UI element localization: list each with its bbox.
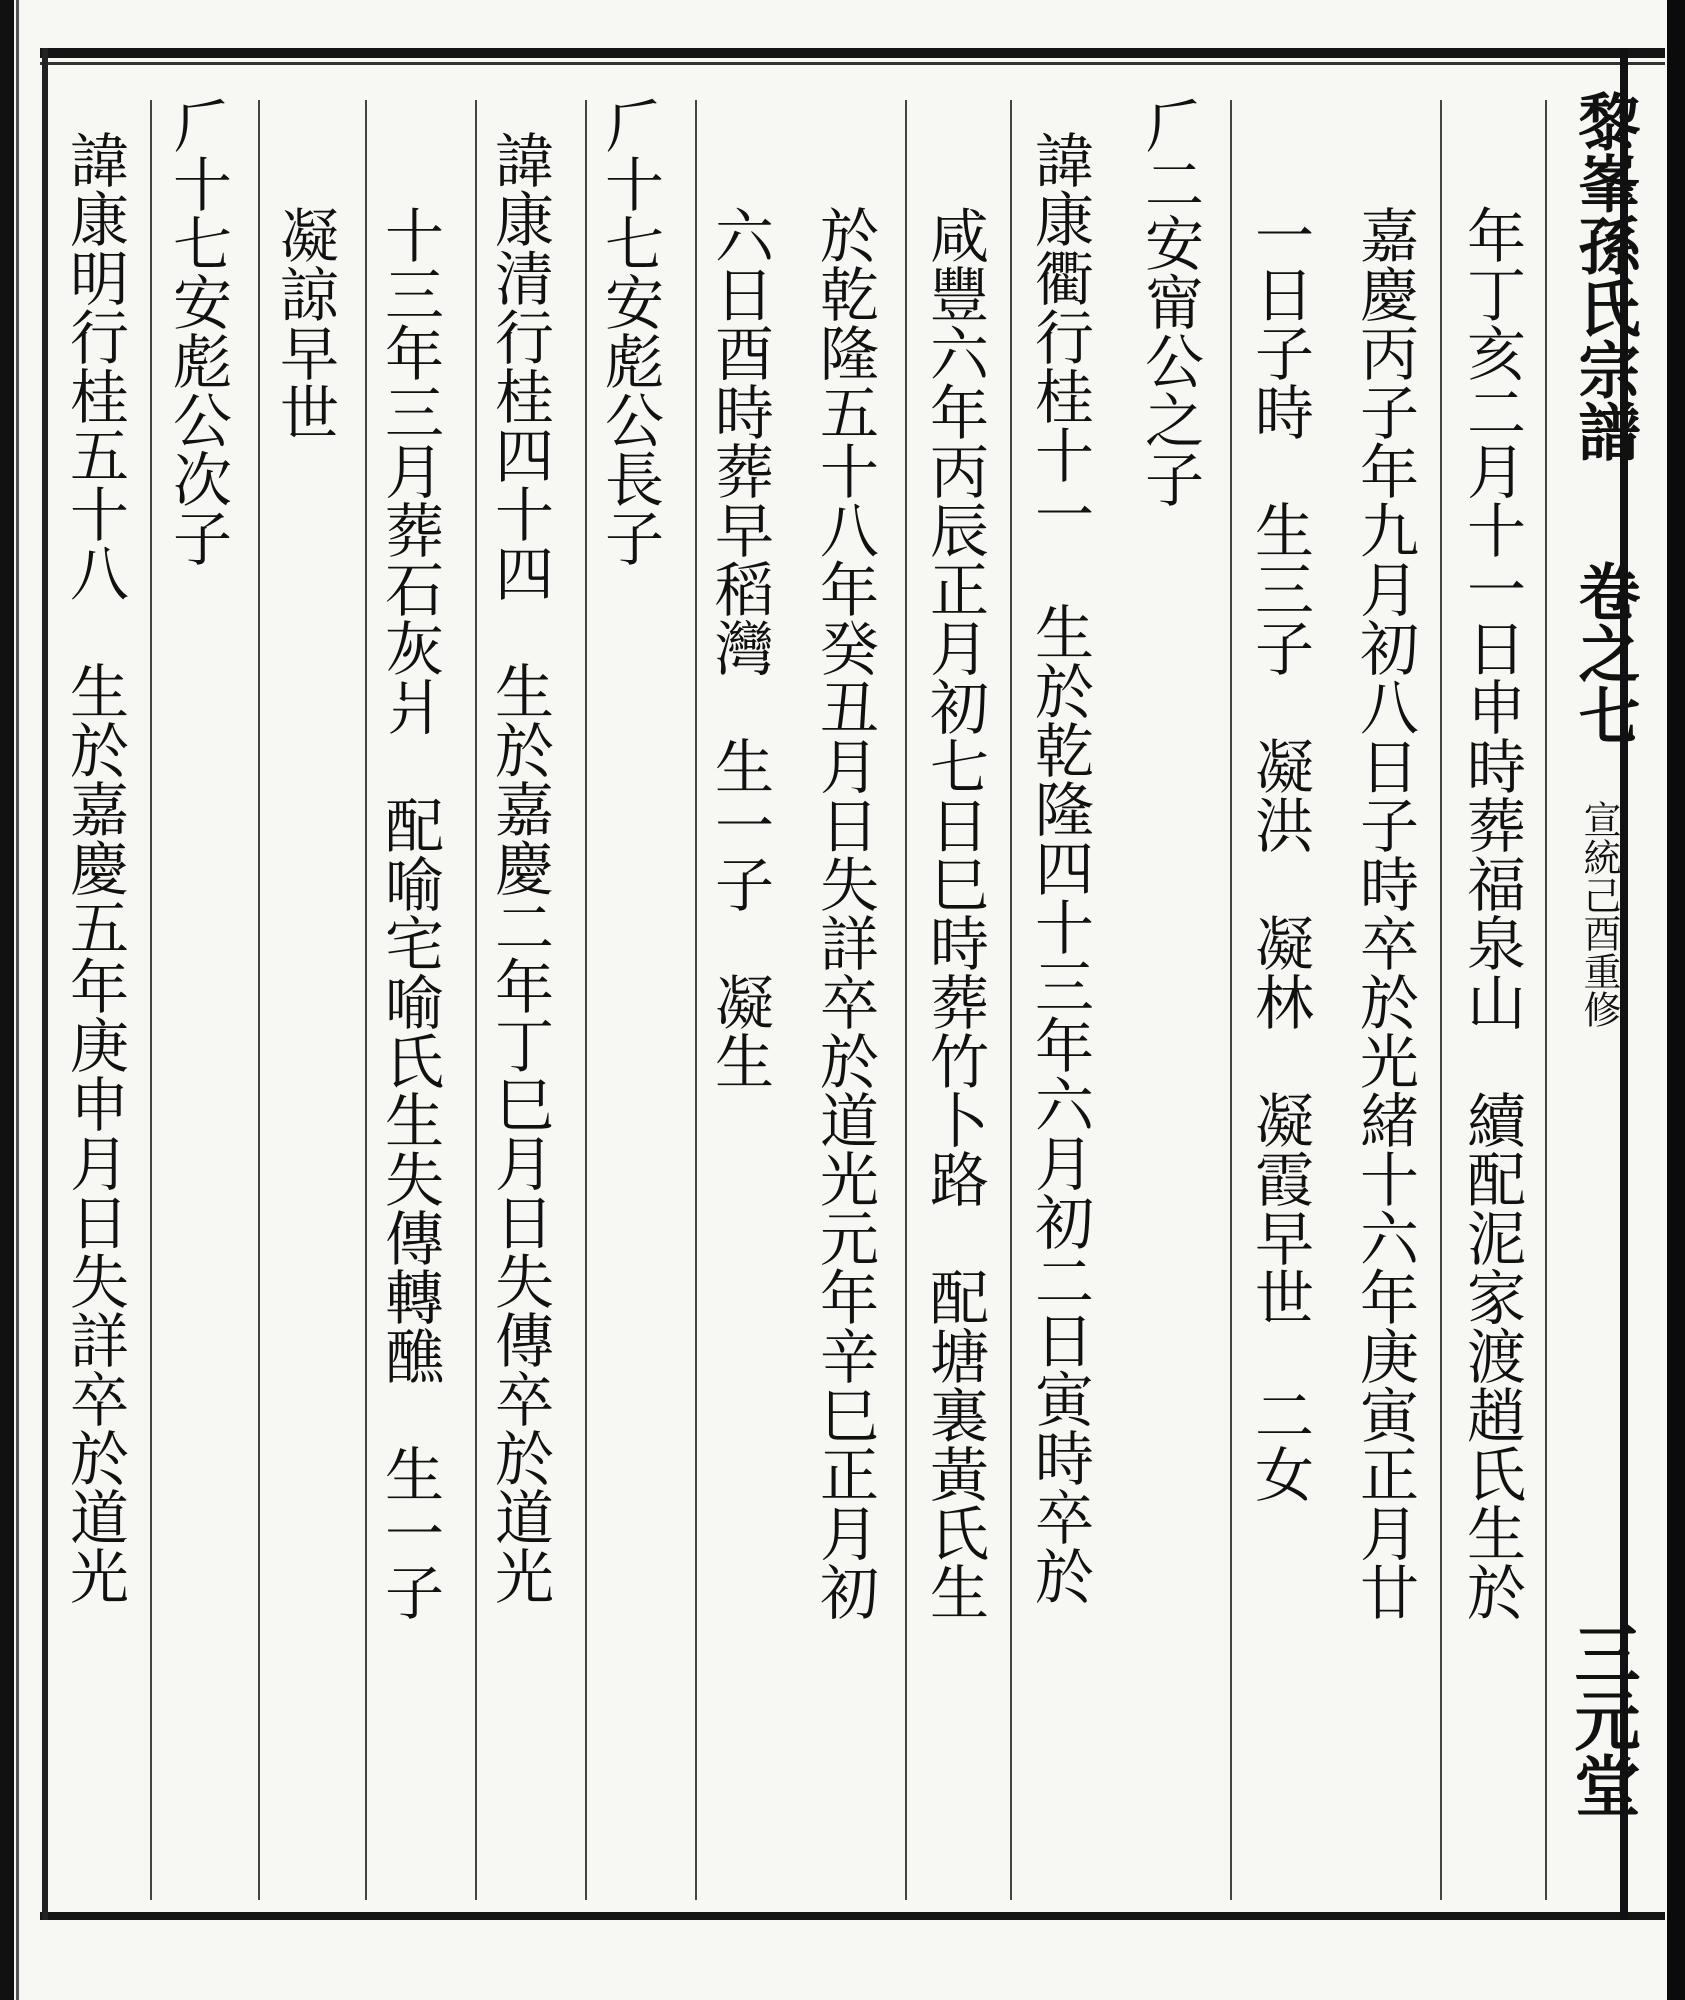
frame-bottom-border xyxy=(40,1912,1665,1920)
heading-column-1: 𠂆二安甯公之子 xyxy=(1135,95,1204,508)
column-rule xyxy=(150,100,152,1900)
volume-label: 卷之七 xyxy=(1568,560,1641,746)
text-column-8: 諱康清行桂四十四 生於嘉慶二年丁巳月日失傳卒於道光 xyxy=(485,130,554,1605)
column-rule xyxy=(585,100,587,1900)
text-column-3: 一日子時 生三子 凝洪 凝林 凝霞早世 二女 xyxy=(1245,205,1314,1503)
book-spine-line xyxy=(16,0,19,2000)
text-column-10: 凝諒早世 xyxy=(270,205,339,441)
edition-note: 宣統己酉重修 xyxy=(1577,800,1621,1028)
heading-column-3: 𠂆十七安彪公次子 xyxy=(163,95,232,567)
column-rule xyxy=(695,100,697,1900)
hall-name: 三元堂 xyxy=(1563,1620,1641,1818)
frame-top-inner-border xyxy=(40,62,1665,65)
column-rule xyxy=(905,100,907,1900)
column-rule xyxy=(475,100,477,1900)
column-rule xyxy=(1230,100,1232,1900)
text-column-1: 年丁亥二月十一日申時葬福泉山 續配泥家渡趙氏生於 xyxy=(1457,205,1526,1621)
text-column-6: 於乾隆五十八年癸丑月日失詳卒於道光元年辛巳正月初 xyxy=(810,205,879,1621)
text-column-9: 十三年三月葬石灰爿 配喻宅喻氏生失傳轉醮 生一子 xyxy=(375,205,444,1621)
text-column-7: 六日酉時葬早稻灣 生一子 凝生 xyxy=(705,205,774,1090)
right-page-edge xyxy=(1667,0,1685,2000)
frame-top-border xyxy=(40,48,1665,58)
column-rule xyxy=(1010,100,1012,1900)
text-column-2: 嘉慶丙子年九月初八日子時卒於光緒十六年庚寅正月廿 xyxy=(1350,205,1419,1621)
text-column-4: 諱康衢行桂十一 生於乾隆四十三年六月初二日寅時卒於 xyxy=(1025,130,1094,1605)
text-column-5: 咸豐六年丙辰正月初七日巳時葬竹卜路 配塘裏黃氏生 xyxy=(920,205,989,1621)
genealogy-title: 黎峯孫氏宗譜 xyxy=(1568,90,1641,462)
column-rule xyxy=(258,100,260,1900)
book-spine-edge xyxy=(0,0,14,2000)
tab-divider-line xyxy=(1545,100,1547,1900)
column-rule xyxy=(1440,100,1442,1900)
column-rule xyxy=(365,100,367,1900)
heading-column-2: 𠂆十七安彪公長子 xyxy=(595,95,664,567)
frame-left-border xyxy=(42,48,48,1920)
text-column-11: 諱康明行桂五十八 生於嘉慶五年庚申月日失詳卒於道光 xyxy=(60,130,129,1605)
